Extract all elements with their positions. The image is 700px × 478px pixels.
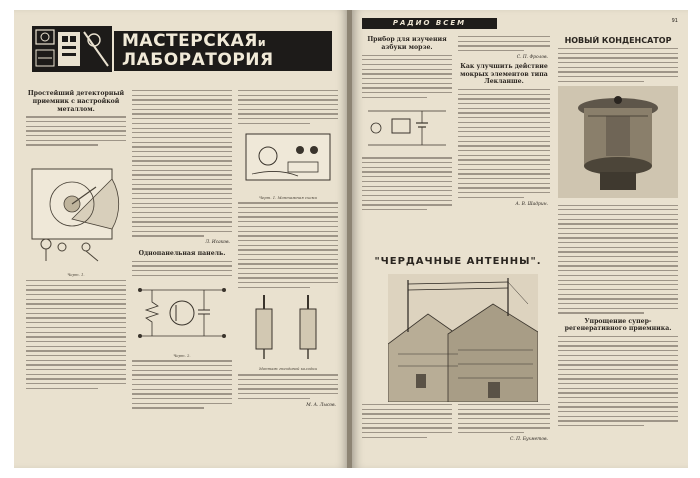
workshop-illustration [32,26,112,72]
figure-caption: Черт. 1. [67,272,85,278]
section-header [32,26,332,74]
panel-schematic [132,280,232,348]
figure-caption: Черт. 1. Монтажная схема [259,194,317,200]
article-signature: М. А. Лысов. [306,402,336,408]
article-title: Как улучшить действие мокрых элементов типа Лекланше. [460,62,548,86]
rooftop-antenna-illustration [388,274,538,402]
article-title: Упрощение супер-регенеративного приемника. [564,317,672,333]
article-signature: С. П. Бухметов. [509,436,548,442]
article-signature: А. В. Шадрин. [515,201,548,207]
magazine-spread [14,10,688,468]
right-column-2 [458,36,550,256]
running-head: РАДИО ВСЕМ [362,18,497,29]
header-title-line1: МАСТЕРСКАЯи [122,31,267,51]
left-column-3 [238,90,338,460]
morse-device-schematic [362,101,452,153]
article-title: Прибор для изучения азбуки морзе. [367,36,447,51]
right-column-3 [558,36,678,464]
figure-caption: Монтаж гнездовой колодки [258,366,317,372]
condenser-photo [558,86,678,198]
figure-caption: Черт. 2. [173,352,191,358]
article-title: Простейший детекторный приемник с настройкой металлом. [27,90,125,113]
article-signature: Л. Исаков. [205,240,230,245]
article-title: НОВЫЙ КОНДЕНСАТОР [564,36,672,45]
right-column-bottom-1 [362,404,452,464]
article-title: Однопанельная панель. [138,250,226,257]
header-title-line2: ЛАБОРАТОРИЯ [122,50,274,70]
left-column-2 [132,90,232,460]
right-column-1 [362,36,452,256]
article-signature: С. П. Фролов. [516,54,548,60]
left-page [14,10,348,468]
right-page [352,10,688,468]
left-column-1 [26,90,126,460]
attic-antennas-headline: "ЧЕРДАЧНЫЕ АНТЕННЫ". [374,256,542,267]
page-number: 91 [671,18,678,24]
detector-receiver-drawing [26,149,126,267]
right-column-bottom-2 [458,404,550,464]
socket-strip-drawing [238,291,338,361]
mounting-diagram [238,128,338,190]
